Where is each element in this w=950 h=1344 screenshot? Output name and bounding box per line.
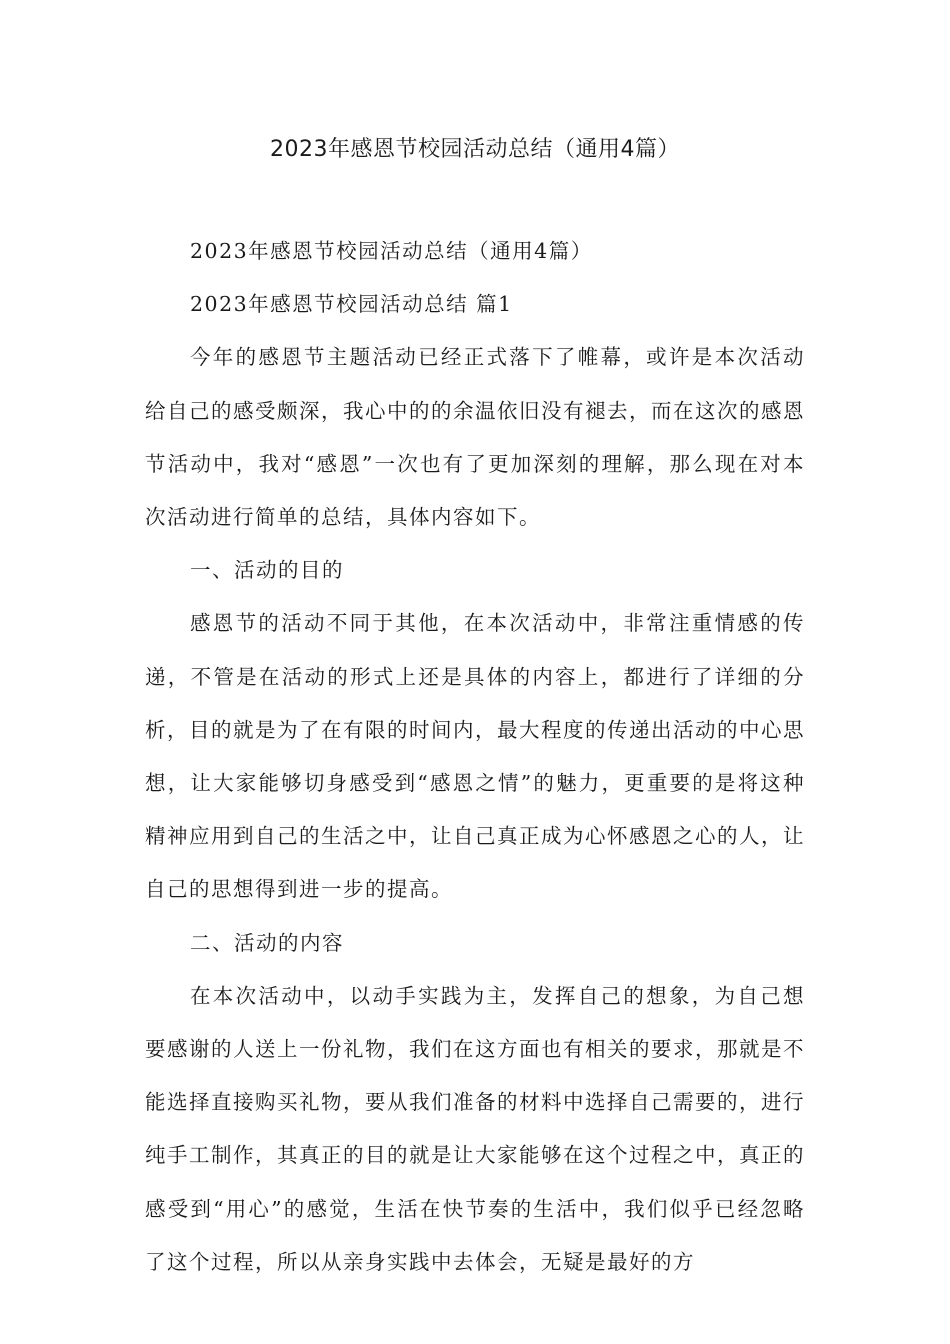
- document-title: 2023年感恩节校园活动总结（通用4篇）: [270, 137, 680, 162]
- paragraph-purpose: 感恩节的活动不同于其他，在本次活动中，非常注重情感的传递，不管是在活动的形式上还是具体的内容上，都进行了详细的分析，目的就是为了在有限的时间内，最大程度的传递出活动的中心思想，让大家能够切身感受到“感恩之情”的魅力，更重要的是将这种精神应用到自己的生活之中，让自己真正成为心怀感恩之心的人，让自己的思想得到进一步的提高。: [145, 611, 805, 902]
- paragraph-subtitle: 2023年感恩节校园活动总结（通用4篇）: [190, 239, 593, 263]
- heading-purpose: 一、活动的目的: [190, 558, 344, 583]
- paragraph-intro: 今年的感恩节主题活动已经正式落下了帷幕，或许是本次活动给自己的感受颇深，我心中的的余温依旧没有褪去，而在这次的感恩节活动中，我对“感恩”一次也有了更加深刻的理解，那么现在对本次活动进行简单的总结，具体内容如下。: [145, 345, 805, 530]
- paragraph-content: 在本次活动中，以动手实践为主，发挥自己的想象，为自己想要感谢的人送上一份礼物，我们在这方面也有相关的要求，那就是不能选择直接购买礼物，要从我们准备的材料中选择自己需要的，进行纯手工制作，其真正的目的就是让大家能够在这个过程之中，真正的感受到“用心”的感觉，生活在快节奏的生活中，我们似乎已经忽略了这个过程，所以从亲身实践中去体会，无疑是最好的方: [145, 983, 805, 1274]
- heading-content: 二、活动的内容: [190, 930, 344, 955]
- paragraph-section-heading: 2023年感恩节校园活动总结 篇1: [190, 292, 513, 317]
- document-body: [145, 225, 805, 1289]
